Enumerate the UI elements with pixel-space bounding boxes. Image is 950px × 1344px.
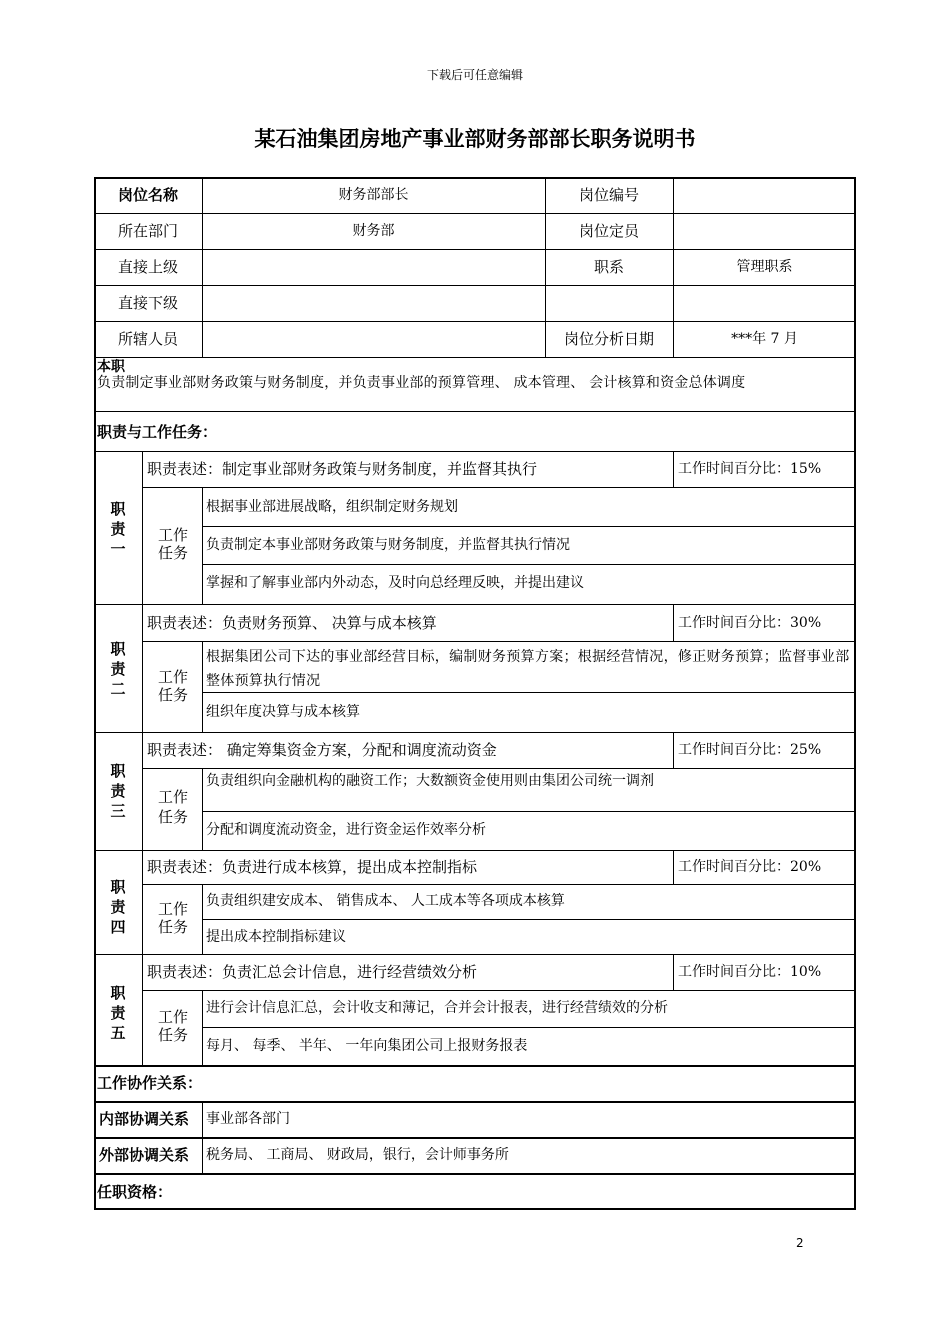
department-value: 财务部 [352,223,395,239]
job-description-table [94,177,856,1210]
row-divider [94,213,856,214]
row-divider [94,1137,856,1139]
row-divider [94,732,856,733]
page-number: 2 [796,1236,804,1250]
row-divider [202,811,856,812]
duty-2-task-1: 根据集团公司下达的事业部经营目标，编制财务预算方案；根据经营情况，修正财务预算；监督事业部整体预算执行情况 [206,649,850,689]
duty-3-task-1: 负责组织向金融机构的融资工作；大数额资金使用则由集团公司统一调剂 [206,773,654,789]
row-divider [142,990,856,991]
qualification-header: 任职资格： [97,1183,173,1201]
duties-header: 职责与工作任务： [97,423,218,441]
row-divider [94,954,856,955]
row-divider [94,249,856,250]
cooperation-header: 工作协作关系： [97,1074,203,1092]
row-divider [94,1101,856,1103]
duty-3-task-2: 分配和调度流动资金，进行资金运作效率分析 [206,822,486,838]
duty-1-task-2: 负责制定本事业部财务政策与财务制度，并监督其执行情况 [206,537,570,553]
duty-4-desc: 职责表述：负责进行成本核算，提出成本控制指标 [147,858,478,876]
duty-2-task-2: 组织年度决算与成本核算 [206,704,360,720]
duty-1-desc: 职责表述：制定事业部财务政策与财务制度，并监督其执行 [147,460,538,478]
duty-2-desc: 职责表述：负责财务预算、 决算与成本核算 [147,614,437,632]
row-divider [202,526,856,527]
duty-5-task-1: 进行会计信息汇总，会计收支和薄记，合并会计报表，进行经营绩效的分析 [206,1000,668,1016]
internal-coordination-label: 内部协调关系 [99,1110,190,1128]
header-note: 下载后可任意编辑 [426,68,523,82]
duty-4-task-1: 负责组织建安成本、 销售成本、 人工成本等各项成本核算 [206,893,565,909]
col-divider [202,768,203,850]
analysis-date-value: ***年 7 月 [731,331,798,347]
row-divider [94,850,856,851]
duty-5-task-2: 每月、 每季、 半年、 一年向集团公司上报财务报表 [206,1038,528,1054]
duty-2-label: 职责二 [110,640,126,698]
duty-4-task-label: 工作任务 [157,900,188,936]
internal-coordination-value: 事业部各部门 [206,1111,290,1127]
direct-superior-label: 直接上级 [117,258,178,276]
row-divider [142,768,856,769]
row-divider [202,919,856,920]
duty-1-pct: 工作时间百分比：15% [678,461,822,477]
row-divider [142,884,856,885]
col-divider [142,451,143,1065]
duty-5-desc: 职责表述：负责汇总会计信息，进行经营绩效分析 [147,963,478,981]
position-code-label: 岗位编号 [578,186,639,204]
position-name-value: 财务部部长 [338,187,409,203]
col-divider [673,732,674,768]
job-family-value: 管理职系 [736,259,793,275]
duty-5-label: 职责五 [110,984,126,1042]
duty-3-pct: 工作时间百分比：25% [678,742,822,758]
duty-3-task-label: 工作任务 [157,788,188,826]
analysis-date-label: 岗位分析日期 [563,330,654,348]
duty-2-pct: 工作时间百分比：30% [678,615,822,631]
duty-4-pct: 工作时间百分比：20% [678,859,822,875]
job-family-label: 职系 [593,258,624,276]
external-coordination-value: 税务局、 工商局、 财政局，银行，会计师事务所 [206,1147,509,1163]
row-divider [142,487,856,488]
row-divider [142,641,856,642]
headcount-label: 岗位定员 [578,222,639,240]
col-divider [202,641,203,732]
row-divider [94,451,856,452]
duty-4-label: 职责四 [110,878,126,936]
col-divider [673,604,674,641]
duty-2-task-label: 工作任务 [157,668,188,704]
duty-1-task-1: 根据事业部进展战略，组织制定财务规划 [206,499,458,515]
core-duty-label: 本职 [97,359,125,375]
col-divider [673,954,674,990]
row-divider [94,285,856,286]
department-label: 所在部门 [117,222,178,240]
duty-5-task-label: 工作任务 [157,1008,188,1044]
direct-subordinate-label: 直接下级 [117,294,178,312]
row-divider [94,1065,856,1067]
col-divider [673,850,674,884]
row-divider [202,1027,856,1028]
external-coordination-label: 外部协调关系 [99,1146,190,1164]
row-divider [202,564,856,565]
col-divider [202,487,203,604]
duty-4-task-2: 提出成本控制指标建议 [206,929,346,945]
col-divider [673,451,674,487]
row-divider [94,411,856,412]
document-title: 某石油集团房地产事业部财务部部长职务说明书 [254,127,696,151]
row-divider [94,604,856,605]
duty-1-task-3: 掌握和了解事业部内外动态，及时向总经理反映，并提出建议 [206,575,584,591]
row-divider [94,1173,856,1175]
duty-3-desc: 职责表述： 确定筹集资金方案，分配和调度流动资金 [147,741,497,759]
duty-5-pct: 工作时间百分比：10% [678,964,822,980]
row-divider [94,321,856,322]
duty-3-label: 职责三 [110,762,126,820]
row-divider [202,692,856,693]
duty-1-task-label: 工作任务 [157,526,188,562]
staff-label: 所辖人员 [117,330,178,348]
position-name-label: 岗位名称 [117,186,178,204]
core-duty-text: 负责制定事业部财务政策与财务制度，并负责事业部的预算管理、 成本管理、 会计核算和资金总体调度 [97,375,746,391]
duty-1-label: 职责一 [110,500,126,558]
row-divider [94,357,856,358]
